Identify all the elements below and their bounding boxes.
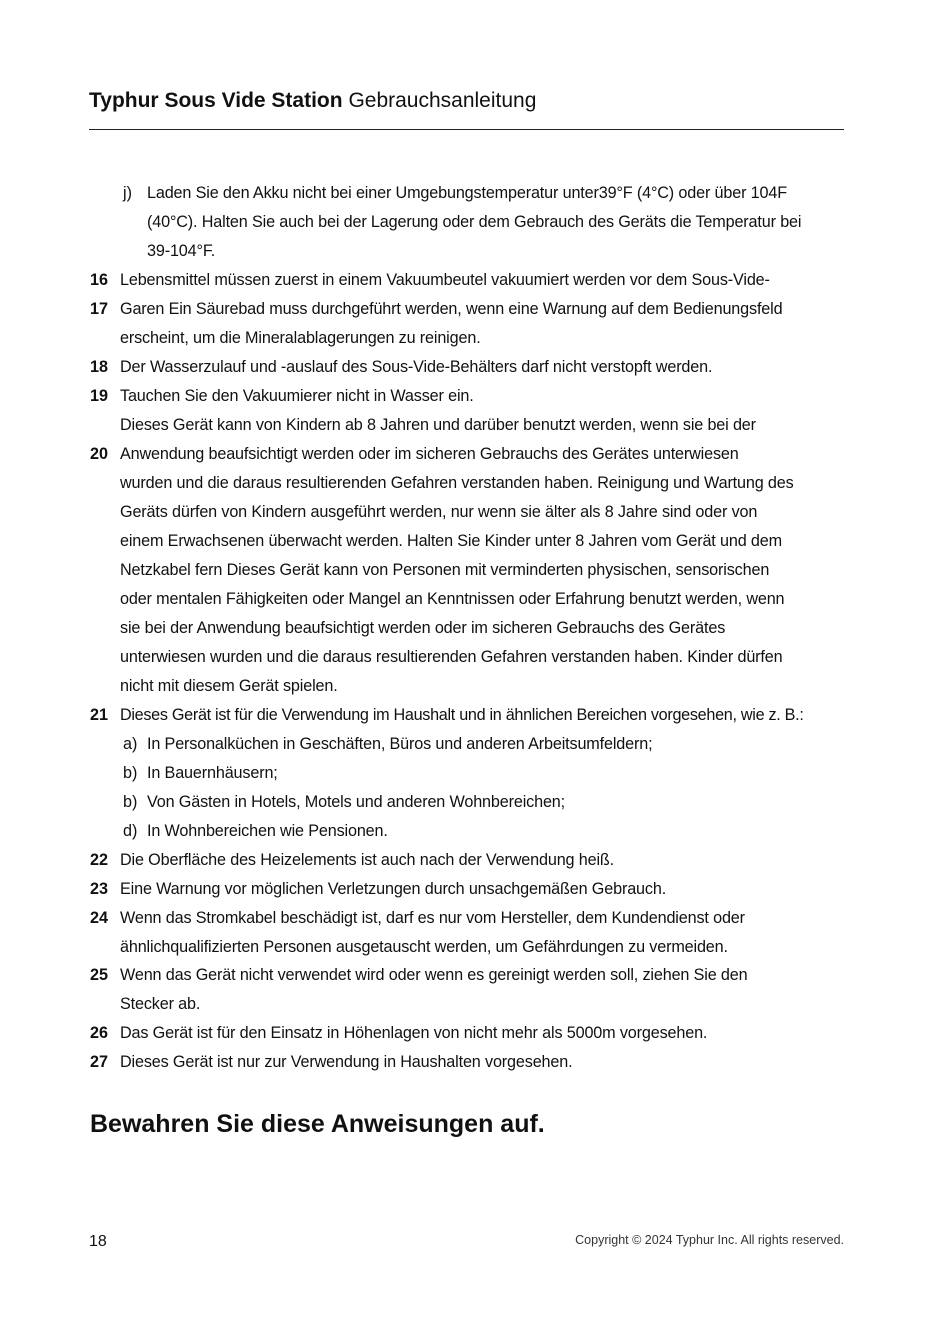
item-17-line-1: Garen Ein Säurebad muss durchgeführt werden, wenn eine Warnung auf dem Bedienungsfeld — [120, 300, 783, 318]
item-20-line-7: oder mentalen Fähigkeiten oder Mangel an Kenntnissen oder Erfahrung benutzt werden, wenn — [120, 590, 785, 608]
item-20-line-6: Netzkabel fern Dieses Gerät kann von Personen mit verminderten physischen, sensorischen — [120, 561, 770, 579]
item-19-number: 19 — [90, 387, 109, 405]
item-20-number: 20 — [90, 445, 109, 463]
item-17-number: 17 — [90, 300, 109, 318]
item-21d-text: In Wohnbereichen wie Pensionen. — [147, 822, 388, 840]
item-17-line-2: erscheint, um die Mineralablagerungen zu reinigen. — [120, 329, 481, 347]
item-20-line-1: Dieses Gerät kann von Kindern ab 8 Jahren und darüber benutzt werden, wenn sie bei der — [120, 416, 756, 434]
item-16-number: 16 — [90, 271, 109, 289]
item-24-number: 24 — [90, 909, 109, 927]
item-21b-text: In Bauernhäusern; — [147, 764, 278, 782]
header-divider — [89, 129, 844, 130]
item-18-number: 18 — [90, 358, 109, 376]
item-25-line-1: Wenn das Gerät nicht verwendet wird oder wenn es gereinigt werden soll, ziehen Sie den — [120, 966, 748, 984]
item-20-line-3: wurden und die daraus resultierenden Gefahren verstanden haben. Reinigung und Wartung des — [120, 474, 794, 492]
item-27-number: 27 — [90, 1053, 109, 1071]
item-26-text: Das Gerät ist für den Einsatz in Höhenlagen von nicht mehr als 5000m vorgesehen. — [120, 1024, 708, 1042]
item-22-text: Die Oberfläche des Heizelements ist auch nach der Verwendung heiß. — [120, 851, 614, 869]
item-j-label: j) — [123, 184, 132, 202]
item-25-line-2: Stecker ab. — [120, 995, 201, 1013]
item-21-text: Dieses Gerät ist für die Verwendung im Haushalt und in ähnlichen Bereichen vorgesehen, wie z. B.: — [120, 706, 804, 724]
item-22-number: 22 — [90, 851, 109, 869]
item-27-text: Dieses Gerät ist nur zur Verwendung in Haushalten vorgesehen. — [120, 1053, 573, 1071]
item-20-line-10: nicht mit diesem Gerät spielen. — [120, 677, 338, 695]
item-23-number: 23 — [90, 880, 109, 898]
item-j-line-3: 39-104°F. — [147, 242, 216, 260]
item-21-number: 21 — [90, 706, 109, 724]
item-21a-text: In Personalküchen in Geschäften, Büros und anderen Arbeitsumfeldern; — [147, 735, 653, 753]
item-20-line-5: einem Erwachsenen überwacht werden. Halten Sie Kinder unter 8 Jahren vom Gerät und dem — [120, 532, 782, 550]
item-16-text: Lebensmittel müssen zuerst in einem Vakuumbeutel vakuumiert werden vor dem Sous-Vide- — [120, 271, 770, 289]
item-24-line-1: Wenn das Stromkabel beschädigt ist, darf es nur vom Hersteller, dem Kundendienst oder — [120, 909, 745, 927]
item-18-text: Der Wasserzulauf und -auslauf des Sous-Vide-Behälters darf nicht verstopft werden. — [120, 358, 713, 376]
item-20-line-9: unterwiesen wurden und die daraus resultierenden Gefahren verstanden haben. Kinder dürfen — [120, 648, 783, 666]
item-23-text: Eine Warnung vor möglichen Verletzungen durch unsachgemäßen Gebrauch. — [120, 880, 667, 898]
header-brand: Typhur Sous Vide Station — [89, 89, 343, 112]
item-20-line-4: Geräts dürfen von Kindern ausgeführt werden, nur wenn sie älter als 8 Jahre sind oder von — [120, 503, 758, 521]
item-21a-label: a) — [123, 735, 138, 753]
item-21b-label: b) — [123, 764, 138, 782]
item-j-line-2: (40°C). Halten Sie auch bei der Lagerung oder dem Gebrauch des Geräts die Temperatur bei — [147, 213, 802, 231]
item-26-number: 26 — [90, 1024, 109, 1042]
item-20-line-8: sie bei der Anwendung beaufsichtigt werden oder im sicheren Gebrauchs des Gerätes — [120, 619, 726, 637]
item-21d-label: d) — [123, 822, 138, 840]
item-21c-label: b) — [123, 793, 138, 811]
item-20-line-2: Anwendung beaufsichtigt werden oder im sicheren Gebrauchs des Gerätes unterwiesen — [120, 445, 739, 463]
copyright-notice: Copyright © 2024 Typhur Inc. All rights reserved. — [575, 1233, 844, 1247]
page-header — [89, 86, 844, 116]
closing-heading: Bewahren Sie diese Anweisungen auf. — [90, 1110, 545, 1138]
item-21c-text: Von Gästen in Hotels, Motels und anderen Wohnbereichen; — [147, 793, 565, 811]
page-number: 18 — [89, 1233, 107, 1250]
item-24-line-2: ähnlichqualifizierten Personen ausgetauscht werden, um Gefährdungen zu vermeiden. — [120, 938, 728, 956]
item-j-line-1: Laden Sie den Akku nicht bei einer Umgebungstemperatur unter39°F (4°C) oder über 104F — [147, 184, 787, 202]
item-19-text: Tauchen Sie den Vakuumierer nicht in Wasser ein. — [120, 387, 474, 405]
header-subtitle: Gebrauchsanleitung — [348, 89, 537, 112]
item-25-number: 25 — [90, 966, 109, 984]
